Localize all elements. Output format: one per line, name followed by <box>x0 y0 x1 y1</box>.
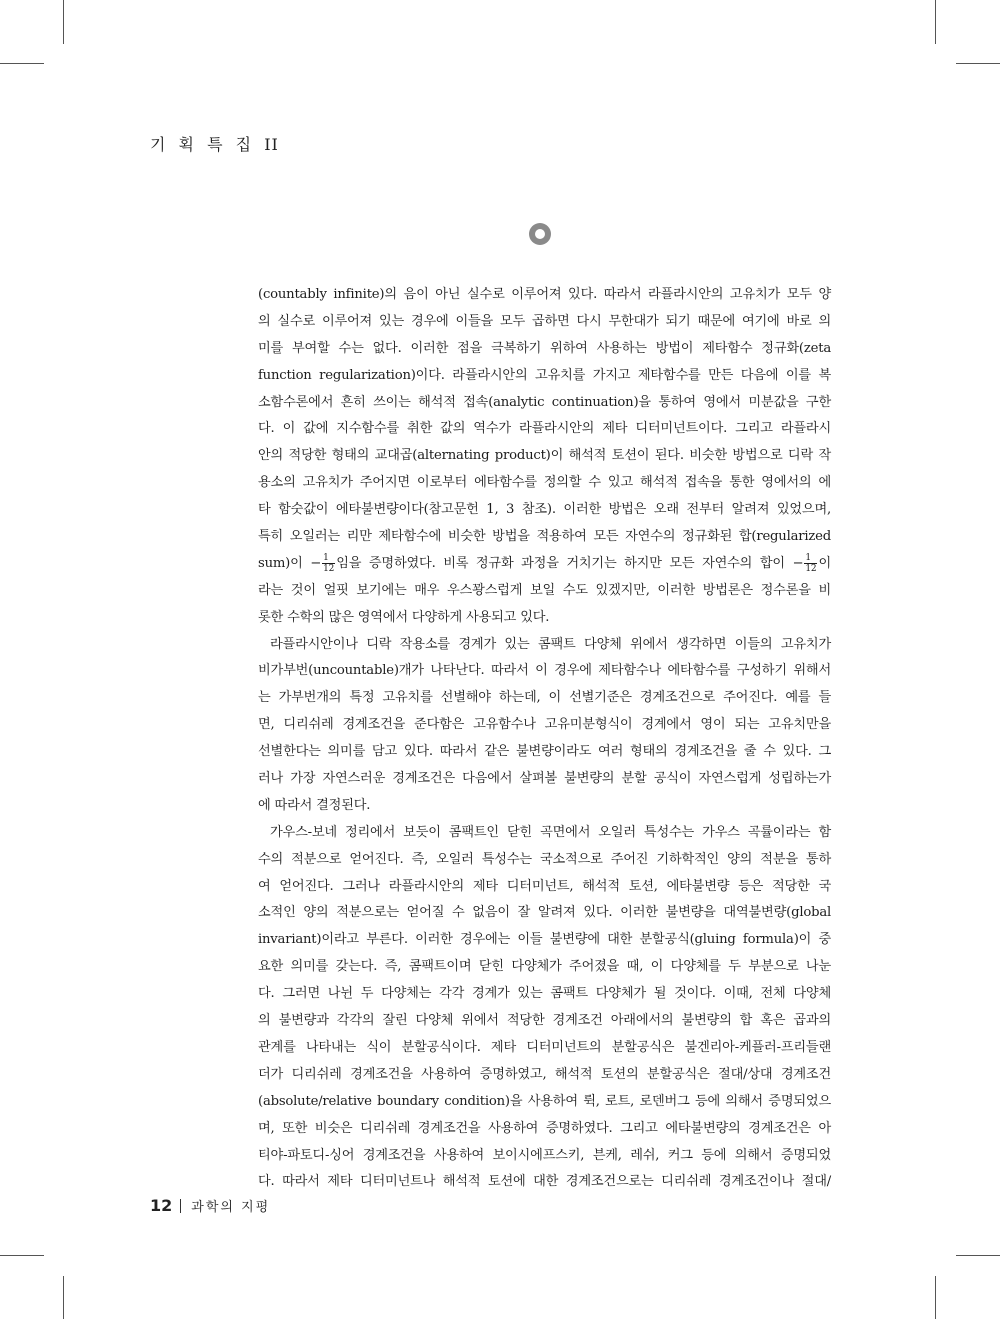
text-line: 여 얻어진다. 그러나 라플라시안의 제타 디터미넌트, 해석적 토션, 에타불변량 등은 적당한 국 <box>258 878 831 894</box>
text-line: 의 실수로 이루어져 있는 경우에 이들을 모두 곱하면 다시 무한대가 되기 때문에 여기에 바로 의 <box>258 313 831 329</box>
text-line: 다. 그러면 나뉜 두 다양체는 각각 경계가 있는 콤팩트 다양체가 될 것이다. 이때, 전체 다양체 <box>258 986 831 1002</box>
text-line: 롯한 수학의 많은 영역에서 다양하게 사용되고 있다. <box>258 609 550 625</box>
text-line: 러나 가장 자연스러운 경계조건은 다음에서 살펴볼 불변량의 분할 공식이 자연스럽게 성립하는가 <box>258 771 831 787</box>
text-line: 라플라시안이나 디락 작용소를 경계가 있는 콤팩트 다양체 위에서 생각하면 이들의 고유치가 <box>270 636 831 652</box>
text-line: (countably infinite)의 음이 아닌 실수로 이루어져 있다. 따라서 라플라시안의 고유치가 모두 양 <box>258 287 831 302</box>
text-line: 특히 오일러는 리만 제타함수에 비슷한 방법을 적용하여 모든 자연수의 정규화된 합(regularized <box>258 529 831 545</box>
crop-mark <box>956 63 1000 64</box>
text-line: 소함수론에서 흔히 쓰이는 해석적 접속(analytic continuation)을 통하여 영에서 미분값을 구한 <box>258 394 831 410</box>
text-line: 라는 것이 얼핏 보기에는 매우 우스꽝스럽게 보일 수도 있겠지만, 이러한 방법론은 정수론을 비 <box>258 582 831 598</box>
text-line: 에 따라서 결정된다. <box>258 797 371 813</box>
article-body <box>258 282 831 1196</box>
text-line: 타 함숫값이 에타불변량이다(참고문헌 1, 3 참조). 이러한 방법은 오래 전부터 알려져 있었으며, <box>258 502 831 518</box>
text-line: 선별한다는 의미를 담고 있다. 따라서 같은 불변량이라도 여러 형태의 경계조건을 줄 수 있다. 그 <box>258 744 831 760</box>
paragraph-2 <box>258 632 831 820</box>
text-line: invariant)이라고 부른다. 이러한 경우에는 이들 불변량에 대한 분할공식(gluing formula)이 중 <box>258 932 831 948</box>
text-line: function regularization)이다. 라플라시안의 고유치를 가지고 제타함수를 만든 다음에 이를 복 <box>258 367 831 383</box>
text-line: sum)이 − $\frac{1}{12}$ 임을 증명하였다. 비록 정규화 과정을 거치기는 하지만 모든 자연수의 합이 − $\frac{1}{12}$ 이 <box>258 552 831 574</box>
fraction-one-twelfth: $\frac{1}{12}$ <box>805 552 817 574</box>
text-line: 면, 디리쉬레 경계조건을 준다함은 고유함수나 고유미분형식이 경계에서 영이 되는 고유치만을 <box>258 717 831 733</box>
crop-mark <box>956 1255 1000 1256</box>
text-line: 소적인 양의 적분으로는 얻어질 수 없음이 잘 알려져 있다. 이러한 불변량을 대역불변량(global <box>258 905 831 921</box>
text-line: 가우스-보네 정리에서 보듯이 콤팩트인 닫힌 곡면에서 오일러 특성수는 가우스 곡률이라는 함 <box>270 824 831 840</box>
text-line: 비가부번(uncountable)개가 나타난다. 따라서 이 경우에 제타함수나 에타함수를 구성하기 위해서 <box>258 663 831 679</box>
text-line: 더가 디리쉬레 경계조건을 사용하여 증명하였고, 해석적 토션의 분할공식은 절대/상대 경계조건 <box>258 1066 831 1082</box>
footer-divider <box>180 1199 181 1213</box>
text-line: 다. 따라서 제타 디터미넌트나 해석적 토션에 대한 경계조건으로는 디리쉬레 경계조건이나 절대/ <box>258 1174 831 1190</box>
crop-mark <box>0 1255 44 1256</box>
crop-mark <box>935 1276 936 1319</box>
crop-mark <box>0 63 44 64</box>
text-line: 다. 이 값에 지수함수를 취한 값의 역수가 라플라시안의 제타 디터미넌트이다. 그리고 라플라시 <box>258 421 831 437</box>
section-label-text: 기 획 특 집 <box>150 135 256 154</box>
crop-mark <box>63 1276 64 1319</box>
section-numeral: II <box>264 135 279 154</box>
text-line: 수의 적분으로 얻어진다. 즉, 오일러 특성수는 국소적으로 주어진 기하학적인 양의 적분을 통하 <box>258 851 831 867</box>
circle-ornament-icon <box>528 222 552 246</box>
section-label <box>150 132 279 155</box>
crop-mark <box>63 0 64 44</box>
journal-name: 과학의 지평 <box>191 1200 271 1215</box>
paragraph-1-end <box>258 578 831 632</box>
page-footer <box>150 1196 270 1215</box>
text-line: 티야-파토디-싱어 경계조건을 사용하여 보이시에프스키, 븐케, 레쉬, 커그 등에 의해서 증명되었 <box>258 1147 831 1163</box>
text-line: 며, 또한 비슷은 디리쉬레 경계조건을 사용하여 증명하였다. 그리고 에타불변량의 경계조건은 아 <box>258 1120 831 1136</box>
page-number: 12 <box>150 1196 173 1215</box>
text-line: 요한 의미를 갖는다. 즉, 콤팩트이며 닫힌 다양체가 주어졌을 때, 이 다양체를 두 부분으로 나눈 <box>258 959 831 975</box>
text-line: 는 가부번개의 특정 고유치를 선별해야 하는데, 이 선별기준은 경계조건으로 주어진다. 예를 들 <box>258 690 831 706</box>
text-line: 미를 부여할 수는 없다. 이러한 점을 극복하기 위하여 사용하는 방법이 제타함수 정규화(zeta <box>258 340 831 356</box>
text-line: 용소의 고유치가 주어지면 이로부터 에타함수를 정의할 수 있고 해석적 접속을 통한 영에서의 에 <box>258 475 831 491</box>
fraction-one-twelfth: $\frac{1}{12}$ <box>323 552 335 574</box>
text-line: 안의 적당한 형태의 교대곱(alternating product)이 해석적 토션이 된다. 비슷한 방법으로 디락 작 <box>258 448 831 464</box>
crop-mark <box>935 0 936 44</box>
text-line: (absolute/relative boundary condition)을 사용하여 뤽, 로트, 로덴버그 등에 의해서 증명되었으 <box>258 1093 831 1109</box>
text-line: 의 불변량과 각각의 잘린 다양체 위에서 적당한 경계조건 아래에서의 불변량의 합 혹은 곱과의 <box>258 1013 831 1029</box>
paragraph-3 <box>258 820 831 1196</box>
paragraph-1 <box>258 282 831 551</box>
text-line: 관계를 나타내는 식이 분할공식이다. 제타 디터미넌트의 분할공식은 불겐리아-케플러-프리들랜 <box>258 1039 831 1055</box>
